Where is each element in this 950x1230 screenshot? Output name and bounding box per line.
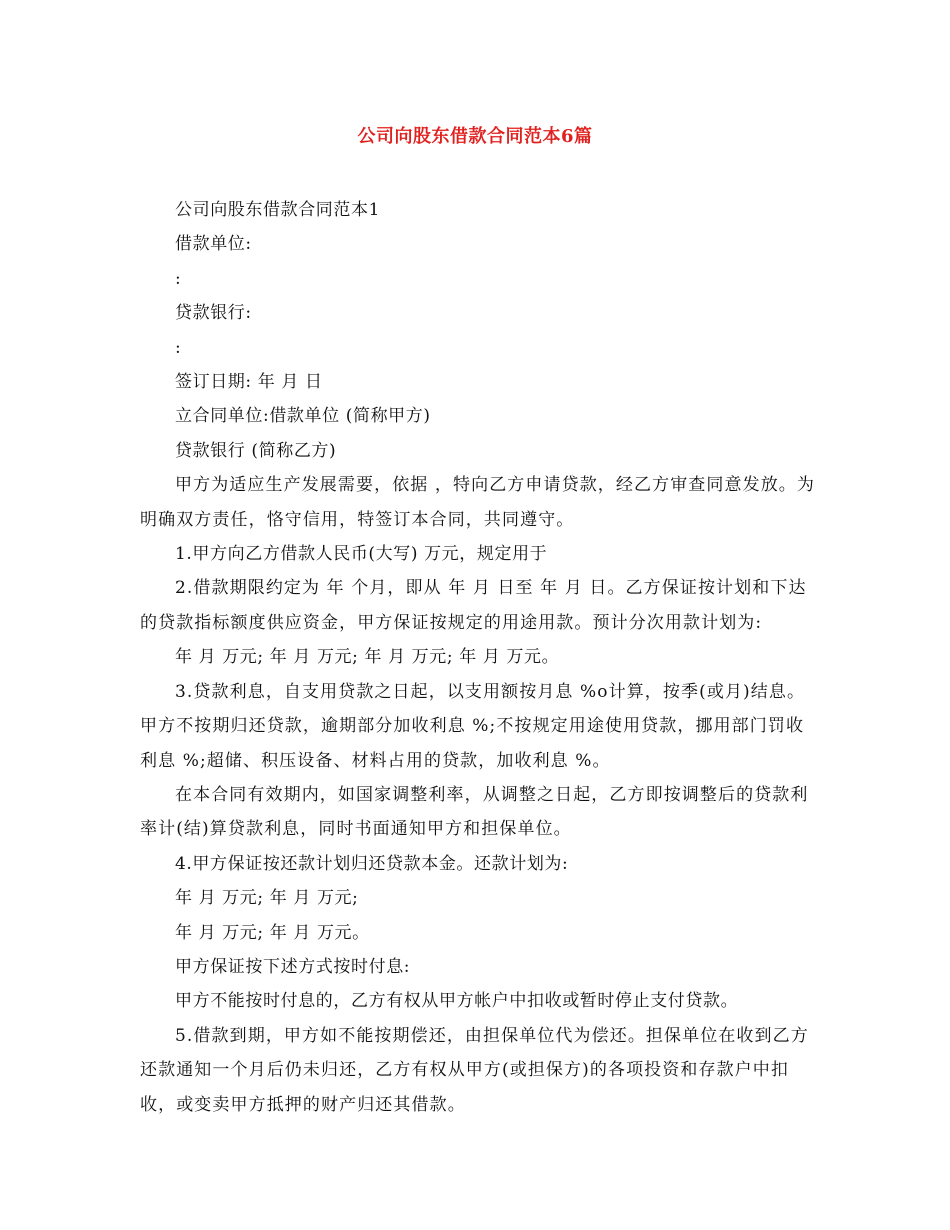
clause-5: 5.借款到期，甲方如不能按期偿还，由担保单位代为偿还。担保单位在收到乙方还款通知一个月后仍未归还，乙方有权从甲方(或担保方)的各项投资和存款户中扣收，或变卖甲方抵押的财产归还其借款。 xyxy=(140,1025,809,1115)
document-body xyxy=(140,193,820,1122)
clause-4: 4.甲方保证按还款计划归还贷款本金。还款计划为: xyxy=(175,853,569,874)
interest-default: 甲方不能按时付息的，乙方有权从甲方帐户中扣收或暂时停止支付贷款。 xyxy=(175,991,739,1012)
borrower-label: 借款单位: xyxy=(175,234,252,255)
repayment-plan-1: 年 月 万元; 年 月 万元; xyxy=(175,888,359,909)
paragraph-purpose: 甲方为适应生产发展需要，依据 ，特向乙方申请贷款，经乙方审查同意发放。为明确双方责任，恪守信用，特签订本合同，共同遵守。 xyxy=(140,475,816,530)
bank-value: : xyxy=(175,337,182,358)
party-a-line: 立合同单位:借款单位 (简称甲方) xyxy=(175,406,431,427)
borrower-value: : xyxy=(175,268,182,289)
clause-1: 1.甲方向乙方借款人民币(大写) 万元，规定用于 xyxy=(175,544,548,565)
contract-heading: 公司向股东借款合同范本1 xyxy=(175,200,381,220)
repayment-plan-2: 年 月 万元; 年 月 万元。 xyxy=(175,922,370,943)
clause-3: 3.贷款利息，自支用贷款之日起，以支用额按月息 %o计算，按季(或月)结息。甲方不按期归还贷款，逾期部分加收利息 %;不按规定用途使用贷款，挪用部门罚收利息 %;超储、积压设备、材料占用的贷款，加收利息 %。 xyxy=(140,681,806,771)
clause-2: 2.借款期限约定为 年 个月，即从 年 月 日至 年 月 日。乙方保证按计划和下达的贷款指标额度供应资金，甲方保证按规定的用途用款。预计分次用款计划为: xyxy=(140,578,807,633)
usage-plan: 年 月 万元; 年 月 万元; 年 月 万元; 年 月 万元。 xyxy=(175,647,560,668)
bank-label: 贷款银行: xyxy=(175,303,252,324)
sign-date: 签订日期: 年 月 日 xyxy=(175,372,323,393)
rate-adjustment: 在本合同有效期内，如国家调整利率，从调整之日起，乙方即按调整后的贷款利率计(结)算贷款利息，同时书面通知甲方和担保单位。 xyxy=(140,784,809,840)
document-title: 公司向股东借款合同范本6篇 xyxy=(357,126,593,147)
party-b-line: 贷款银行 (简称乙方) xyxy=(175,440,337,461)
interest-method: 甲方保证按下述方式按时付息: xyxy=(175,956,411,977)
